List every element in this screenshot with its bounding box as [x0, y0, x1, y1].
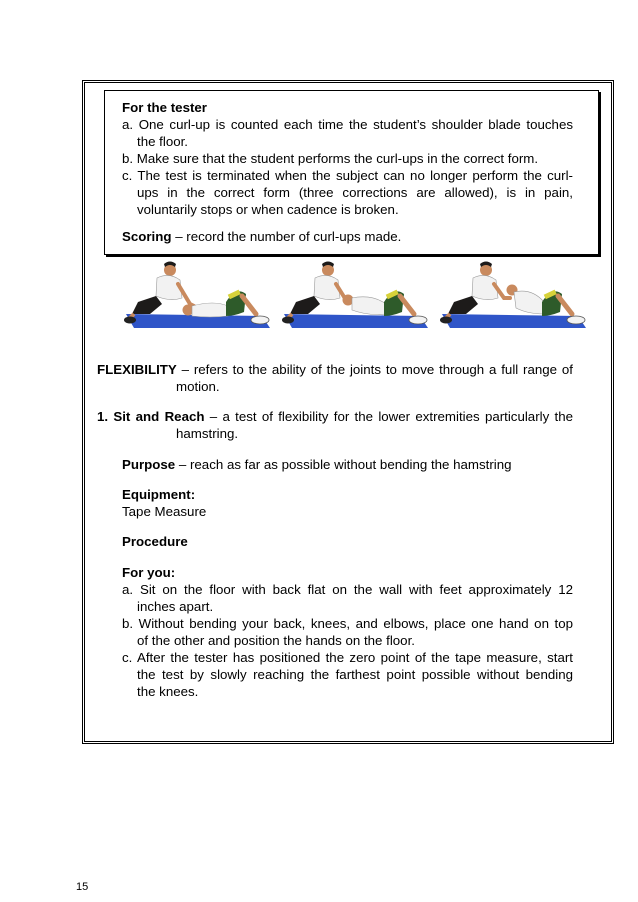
equipment-value: Tape Measure — [122, 504, 207, 519]
curl-up-figure-1 — [124, 258, 274, 334]
flexibility-text: – refers to the ability of the joints to move through a full range of — [176, 362, 573, 377]
step-c-line2: the test by slowly reaching the farthest point possible without bending — [137, 667, 573, 682]
scoring-line — [122, 228, 401, 245]
purpose-line — [122, 456, 512, 473]
step-c-line3: the knees. — [137, 684, 199, 699]
tester-item-b: b. Make sure that the student performs the curl-ups in the correct form. — [122, 151, 539, 166]
exercise-mat — [284, 314, 428, 328]
scoring-text: – record the number of curl-ups made. — [171, 229, 402, 244]
tester-item-a-line1: a. One curl-up is counted each time the student’s shoulder blade touches — [122, 117, 573, 132]
step-a-line2: inches apart. — [137, 599, 214, 614]
student-shoe — [567, 316, 585, 324]
student-shoe — [251, 316, 269, 324]
tester-item-a-line2: the floor. — [137, 134, 189, 149]
sit-and-reach-label: 1. Sit and Reach — [97, 409, 205, 424]
tester-item-c-line2: ups in the correct form (three corrections are allowed), is in pain, — [137, 185, 573, 200]
page-number: 15 — [76, 881, 89, 893]
tester-heading: For the tester — [122, 100, 207, 115]
step-a-line1: a. Sit on the floor with back flat on the wall with feet approximately 12 — [122, 582, 573, 597]
sit-and-reach-text: – a test of flexibility for the lower extremities particularly the — [204, 409, 573, 424]
tester-shoe — [282, 317, 294, 324]
curl-up-figure-3 — [440, 258, 590, 334]
student-shirt — [514, 291, 544, 314]
step-b-line1: b. Without bending your back, knees, and elbows, place one hand on top — [122, 616, 573, 631]
sit-and-reach-line1 — [97, 408, 573, 425]
flexibility-line1 — [97, 361, 573, 378]
equipment-label: Equipment: — [122, 487, 196, 502]
tester-shorts — [448, 296, 478, 314]
flexibility-label: FLEXIBILITY — [97, 362, 177, 377]
sit-and-reach-line2: hamstring. — [176, 426, 239, 441]
tester-item-c-line1: c. The test is terminated when the subject can no longer perform the curl- — [122, 168, 573, 183]
tester-shorts — [290, 296, 320, 314]
purpose-label: Purpose — [122, 457, 176, 472]
student-shoe — [409, 316, 427, 324]
exercise-mat — [442, 314, 586, 328]
step-b-line2: of the other and position the hands on the floor. — [137, 633, 415, 648]
curl-up-figure-2 — [282, 258, 432, 334]
tester-shoe — [440, 317, 452, 324]
student-shirt — [192, 303, 228, 317]
tester-item-c-line3: voluntarily stops or when cadence is broken. — [137, 202, 399, 217]
flexibility-line2: motion. — [176, 379, 220, 394]
curl-up-illustrations — [0, 258, 638, 334]
purpose-text: – reach as far as possible without bending the hamstring — [175, 457, 512, 472]
for-you-label: For you: — [122, 565, 176, 580]
step-c-line1: c. After the tester has positioned the zero point of the tape measure, start — [122, 650, 573, 665]
procedure-label: Procedure — [122, 534, 188, 549]
tester-shorts — [132, 296, 162, 314]
student-shirt — [352, 297, 386, 315]
tester-shoe — [124, 317, 136, 324]
scoring-label: Scoring — [122, 229, 172, 244]
